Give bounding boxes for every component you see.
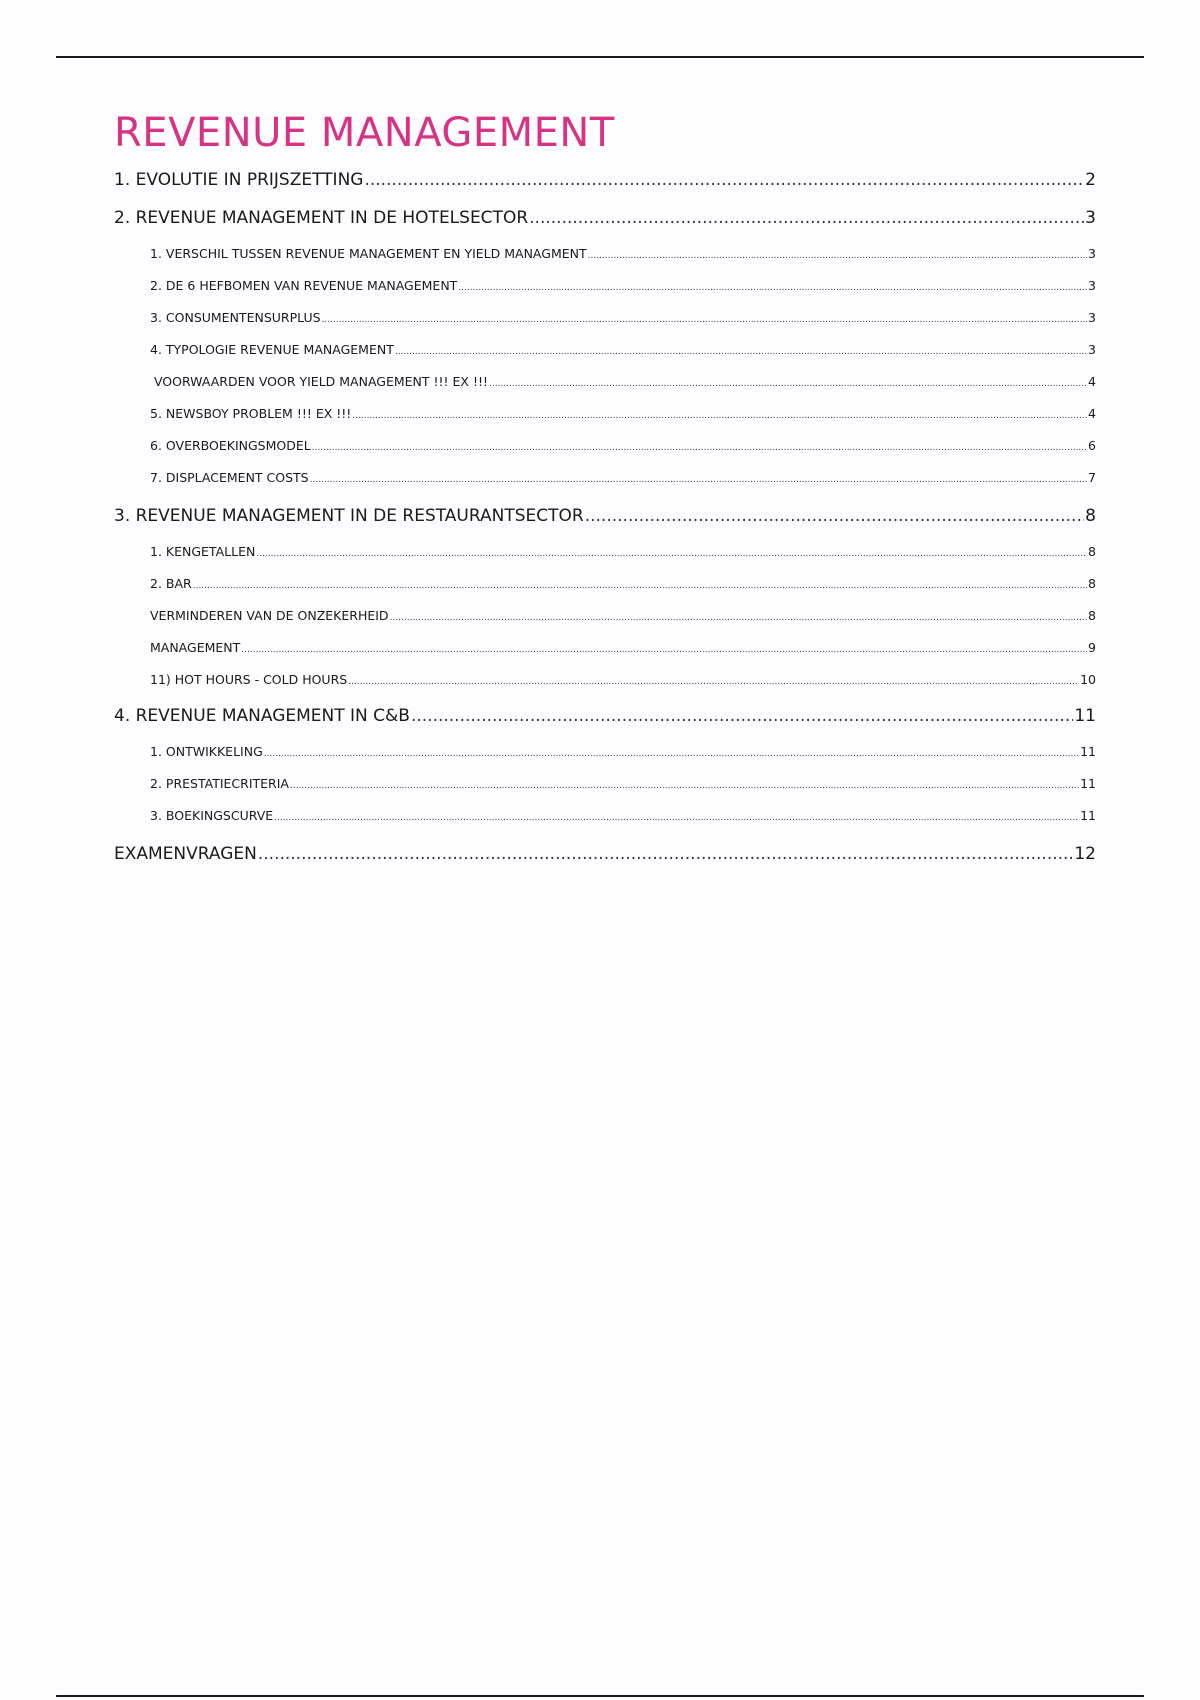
toc-entry-label: 1. EVOLUTIE IN PRIJSZETTING	[114, 170, 364, 190]
toc-entry-label: 4. TYPOLOGIE REVENUE MANAGEMENT	[150, 342, 394, 357]
toc-page-number: 8	[1088, 576, 1096, 591]
toc-page-number: 11	[1080, 744, 1096, 759]
toc-page-number: 3	[1088, 246, 1096, 261]
toc-entry-label: 7. DISPLACEMENT COSTS	[150, 470, 309, 485]
toc-leader	[274, 808, 1079, 823]
toc-entry-label: 3. REVENUE MANAGEMENT IN DE RESTAURANTSECTOR	[114, 506, 584, 526]
toc-page-number: 4	[1088, 406, 1096, 421]
toc-entry-2-7[interactable]	[114, 470, 1096, 485]
toc-entry-label: 1. VERSCHIL TUSSEN REVENUE MANAGEMENT EN YIELD MANAGMENT	[150, 246, 587, 261]
toc-page-number: 8	[1088, 544, 1096, 559]
toc-entry-label: 11) HOT HOURS - COLD HOURS	[150, 672, 348, 687]
toc-entry-label: 3. CONSUMENTENSURPLUS	[150, 310, 321, 325]
toc-leader	[411, 706, 1073, 726]
toc-leader	[241, 640, 1087, 655]
toc-entry-4-2[interactable]	[114, 776, 1096, 791]
toc-entry-label: EXAMENVRAGEN	[114, 844, 257, 864]
footer-rule	[56, 1695, 1144, 1697]
toc-entry-3-2[interactable]	[114, 576, 1096, 591]
toc-page-number: 2	[1085, 170, 1096, 190]
toc-leader	[364, 170, 1084, 190]
toc-page-number: 3	[1088, 342, 1096, 357]
toc-entry-label: 1. ONTWIKKELING	[150, 744, 263, 759]
toc-leader	[193, 576, 1087, 591]
toc-entry-label: MANAGEMENT	[150, 640, 241, 655]
toc-leader	[322, 310, 1087, 325]
toc-page-number: 4	[1088, 374, 1096, 389]
toc-entry-2-1[interactable]	[114, 246, 1096, 261]
toc-page-number: 11	[1080, 808, 1096, 823]
toc-entry-label: VOORWAARDEN VOOR YIELD MANAGEMENT !!! EX !!!	[150, 374, 488, 389]
toc-entry-3-hot-hours[interactable]	[114, 672, 1096, 687]
toc-page-number: 10	[1080, 672, 1096, 687]
toc-leader	[256, 544, 1087, 559]
toc-entry-2-3[interactable]	[114, 310, 1096, 325]
toc-entry-label: 2. PRESTATIECRITERIA	[150, 776, 289, 791]
toc-leader	[290, 776, 1079, 791]
toc-leader	[529, 208, 1084, 228]
toc-entry-label: 2. BAR	[150, 576, 192, 591]
toc-entry-label: 4. REVENUE MANAGEMENT IN C&B	[114, 706, 410, 726]
toc-entry-label: 3. BOEKINGSCURVE	[150, 808, 274, 823]
toc-leader	[348, 672, 1079, 687]
toc-page-number: 12	[1074, 844, 1096, 864]
toc-leader	[458, 278, 1087, 293]
toc-page-number: 7	[1088, 470, 1096, 485]
toc-entry-2[interactable]	[114, 208, 1096, 228]
toc-entry-label: VERMINDEREN VAN DE ONZEKERHEID	[150, 608, 389, 623]
toc-page-number: 9	[1088, 640, 1096, 655]
toc-leader	[310, 470, 1087, 485]
toc-leader	[585, 506, 1084, 526]
toc-page-number: 3	[1085, 208, 1096, 228]
toc-entry-3-management[interactable]	[114, 640, 1096, 655]
toc-entry-2-6[interactable]	[114, 438, 1096, 453]
toc-page-number: 3	[1088, 310, 1096, 325]
toc-leader	[352, 406, 1087, 421]
toc-leader	[395, 342, 1087, 357]
toc-entry-label: 6. OVERBOEKINGSMODEL	[150, 438, 311, 453]
toc-entry-label: 1. KENGETALLEN	[150, 544, 256, 559]
toc-entry-3-onzekerheid[interactable]	[114, 608, 1096, 623]
toc-page-number: 8	[1088, 608, 1096, 623]
toc-page-number: 8	[1085, 506, 1096, 526]
toc-entry-1[interactable]	[114, 170, 1096, 190]
toc-entry-examenvragen[interactable]	[114, 844, 1096, 864]
toc-entry-2-voorwaarden[interactable]	[114, 374, 1096, 389]
toc-entry-label: 2. REVENUE MANAGEMENT IN DE HOTELSECTOR	[114, 208, 529, 228]
toc-page-number: 3	[1088, 278, 1096, 293]
toc-leader	[588, 246, 1087, 261]
toc-leader	[390, 608, 1087, 623]
toc-entry-3-1[interactable]	[114, 544, 1096, 559]
toc-entry-3[interactable]	[114, 506, 1096, 526]
toc-entry-4-1[interactable]	[114, 744, 1096, 759]
toc-entry-2-4[interactable]	[114, 342, 1096, 357]
toc-entry-label: 5. NEWSBOY PROBLEM !!! EX !!!	[150, 406, 352, 421]
toc-entry-2-2[interactable]	[114, 278, 1096, 293]
toc-entry-4[interactable]	[114, 706, 1096, 726]
toc-leader	[258, 844, 1074, 864]
toc-entry-label: 2. DE 6 HEFBOMEN VAN REVENUE MANAGEMENT	[150, 278, 458, 293]
header-rule	[56, 56, 1144, 58]
toc-page-number: 11	[1080, 776, 1096, 791]
toc-leader	[264, 744, 1079, 759]
toc-leader	[489, 374, 1087, 389]
toc-leader	[312, 438, 1087, 453]
toc-page-number: 11	[1074, 706, 1096, 726]
toc-entry-4-3[interactable]	[114, 808, 1096, 823]
document-title: REVENUE MANAGEMENT	[114, 110, 615, 156]
toc-entry-2-5[interactable]	[114, 406, 1096, 421]
toc-page-number: 6	[1088, 438, 1096, 453]
